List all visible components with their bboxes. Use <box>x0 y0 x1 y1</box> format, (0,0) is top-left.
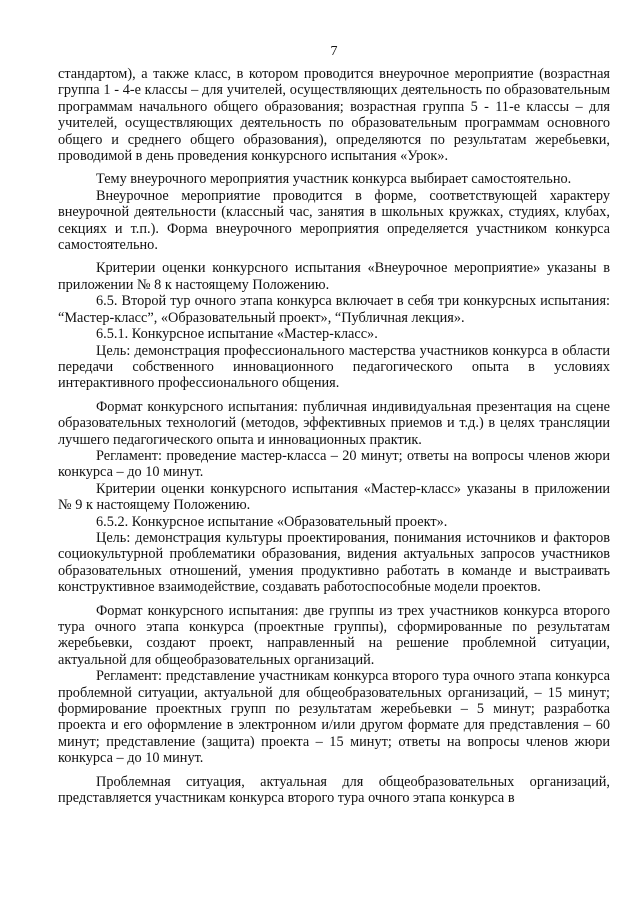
paragraph-topic: Тему внеурочного мероприятия участник конкурса выбирает самостоятельно. <box>96 171 572 188</box>
paragraph-project-format: Формат конкурсного испытания: две группы из трех участников конкурса второго тура очного этапа конкурса (проектные группы), сформированные по результатам жеребьевки, создают проект, направленный на решение проблемной ситуации, актуальной для общеобразовательных организаций. <box>58 602 610 668</box>
paragraph-project-regulation: Регламент: представление участникам конкурса второго тура очного этапа конкурса проблемной ситуации, актуальной для общеобразовательных организаций, – 15 минут; формирование проектных групп по результатам жеребьевки – 5 минут; разработка проекта и его оформление в электронном и/или другом формате для представления – 60 минут; представление (защита) проекта – 15 минут; ответы на вопросы членов жюри конкурса – до 10 минут. <box>58 668 610 767</box>
paragraph-masterclass-format: Формат конкурсного испытания: публичная индивидуальная презентация на сцене образовательных технологий (методов, эффективных приемов и т.д.) в целях трансляции лучшего педагогического опыта и инновационных практик. <box>58 398 610 448</box>
paragraph-continuation: стандартом), а также класс, в котором проводится внеурочное мероприятие (возрастная группа 1 - 4-е классы – для учителей, осуществляющих деятельность по образовательным программам начального общего образования; возрастная группа 5 - 11-е классы – для учителей, осуществляющих деятельность по образовательным программам основного общего и среднего общего образования), определяются по результатам жеребьевки, проводимой в день проведения конкурсного испытания «Урок». <box>58 66 610 165</box>
body-text <box>58 66 610 806</box>
paragraph-masterclass-criteria: Критерии оценки конкурсного испытания «Мастер-класс» указаны в приложении № 9 к настоящему Положению. <box>58 480 610 514</box>
paragraph-criteria-event: Критерии оценки конкурсного испытания «Внеурочное мероприятие» указаны в приложении № 8 к настоящему Положению. <box>58 260 610 293</box>
paragraph-section-6-5-2: 6.5.2. Конкурсное испытание «Образовательный проект». <box>96 513 448 530</box>
paragraph-masterclass-goal: Цель: демонстрация профессионального мастерства участников конкурса в области передачи собственного инновационного педагогического опыта в условиях интерактивного профессионального общения. <box>58 342 610 392</box>
paragraph-project-goal: Цель: демонстрация культуры проектирования, понимания источников и факторов социокультурной проблематики образования, видения актуальных запросов участников образовательных отношений, умения продуктивно работать в команде и выстраивать конструктивное взаимодействие, создавать работоспособные модели проектов. <box>58 529 610 596</box>
paragraph-masterclass-regulation: Регламент: проведение мастер-класса – 20 минут; ответы на вопросы членов жюри конкурса – до 10 минут. <box>58 447 610 481</box>
paragraph-section-6-5: 6.5. Второй тур очного этапа конкурса включает в себя три конкурсных испытания: “Мастер-класс”, «Образовательный проект», “Публичная лекция». <box>58 293 610 326</box>
page-number: 7 <box>330 44 338 59</box>
paragraph-problem-situation: Проблемная ситуация, актуальная для общеобразовательных организаций, представляется участникам конкурса второго тура очного этапа конкурса в <box>58 773 610 807</box>
paragraph-section-6-5-1: 6.5.1. Конкурсное испытание «Мастер-класс». <box>96 326 378 343</box>
paragraph-event-form: Внеурочное мероприятие проводится в форме, соответствующей характеру внеурочной деятельности (классный час, занятия в школьных кружках, студиях, клубах, секциях и т.п.). Форма внеурочного мероприятия определяется участником конкурса самостоятельно. <box>58 187 610 254</box>
